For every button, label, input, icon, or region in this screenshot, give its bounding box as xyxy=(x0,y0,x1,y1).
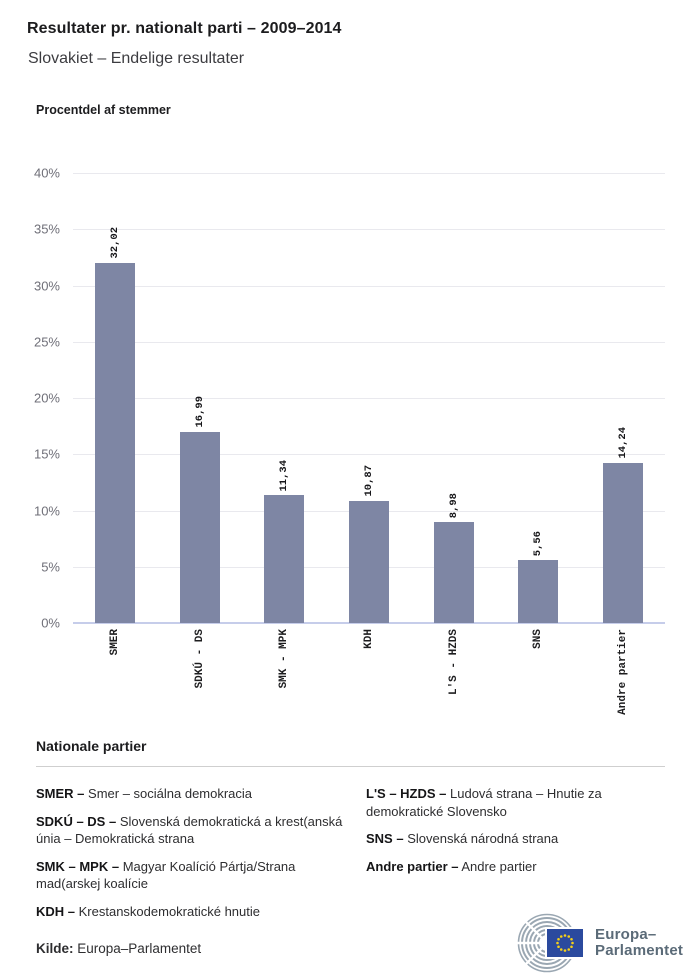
legend-heading: Nationale partier xyxy=(36,738,147,754)
ep-logo-text-line1: Europa– xyxy=(595,925,657,943)
x-label-slot xyxy=(411,629,496,729)
legend-column xyxy=(36,785,348,930)
legend-desc: Ludová strana – Hnutie za demokratické Slovensko xyxy=(366,786,602,819)
legend-term: L'S – HZDS – xyxy=(366,786,447,801)
bar-slot xyxy=(73,173,158,623)
eu-flag-icon xyxy=(546,928,584,958)
legend-desc: Slovenská demokratická a krest(anská únia – Demokratická strana xyxy=(36,813,343,846)
x-label-slot xyxy=(327,629,412,729)
y-tick-label: 0% xyxy=(41,615,60,631)
x-label-slot xyxy=(580,629,665,729)
bar-value-label: 11,34 xyxy=(278,459,291,492)
ep-hemicycle-icon xyxy=(511,913,587,973)
legend-item xyxy=(366,830,665,848)
bar-value-label: 8,98 xyxy=(447,492,460,518)
legend-term: SDKÚ – DS – xyxy=(36,813,117,829)
legend-item xyxy=(366,785,665,820)
page-title: Resultater pr. nationalt parti – 2009–2014 xyxy=(27,20,342,37)
bar-slot xyxy=(158,173,243,623)
bar xyxy=(518,560,558,623)
ep-logo-text xyxy=(595,927,683,960)
x-axis-label: L'S - HZDS xyxy=(447,629,460,696)
x-axis-label: SMER xyxy=(109,629,122,656)
legend-desc: Slovenská národná strana xyxy=(403,831,559,846)
y-tick-label: 20% xyxy=(33,390,60,406)
y-tick-label: 40% xyxy=(33,165,60,181)
x-axis-label: Andre partier xyxy=(616,629,629,715)
y-tick-label: 10% xyxy=(33,503,60,518)
legend-desc: Andre partier xyxy=(458,858,537,874)
x-label-slot xyxy=(496,629,581,729)
bar xyxy=(180,432,220,623)
x-axis-labels xyxy=(73,629,665,729)
legend-item xyxy=(36,903,348,921)
legend-divider xyxy=(36,766,665,767)
legend-desc: Smer – sociálna demokracia xyxy=(84,786,253,801)
source-line xyxy=(36,941,201,956)
bar-value-label: 16,99 xyxy=(193,396,206,428)
x-axis-label: KDH xyxy=(363,629,376,649)
bar-value-label: 32,02 xyxy=(109,227,122,259)
bar xyxy=(95,263,135,623)
legend-desc: Krestanskodemokratické hnutie xyxy=(75,903,260,919)
x-axis-label: SNS xyxy=(532,629,545,649)
x-label-slot xyxy=(73,629,158,729)
x-label-slot xyxy=(242,629,327,729)
ep-logo-text-line2: Parlamentet xyxy=(595,942,684,959)
legend-item xyxy=(366,858,665,876)
legend-term: Andre partier – xyxy=(366,858,459,874)
bar-value-label: 5,56 xyxy=(532,531,545,557)
legend-term: SMK – MPK – xyxy=(36,858,120,874)
page-subtitle: Slovakiet – Endelige resultater xyxy=(28,50,245,67)
legend-column xyxy=(366,785,665,930)
legend-item xyxy=(36,813,348,848)
ep-logo xyxy=(511,912,699,974)
bar xyxy=(603,463,643,623)
legend-term: SMER – xyxy=(36,786,85,801)
legend-item xyxy=(36,785,348,803)
legend-item xyxy=(36,858,348,893)
bar xyxy=(349,501,389,623)
y-tick-label: 15% xyxy=(33,446,60,462)
source-label: Kilde: xyxy=(36,941,74,956)
x-label-slot xyxy=(158,629,243,729)
bar-slot xyxy=(327,173,412,623)
bar-slot xyxy=(411,173,496,623)
bar-slot xyxy=(496,173,581,623)
bars xyxy=(73,173,665,623)
x-axis-label: SDKÚ - DS xyxy=(193,629,206,689)
y-tick-label: 35% xyxy=(33,221,60,237)
party-legend xyxy=(36,739,665,930)
legend-term: KDH – xyxy=(36,903,76,919)
legend-term: SNS – xyxy=(366,831,404,846)
legend-desc: Magyar Koalíció Pártja/Strana mad(arskej koalície xyxy=(36,858,296,891)
y-axis-title: Procentdel af stemmer xyxy=(36,103,171,117)
bar xyxy=(434,522,474,623)
y-tick-label: 25% xyxy=(33,334,60,350)
source-value: Europa–Parlamentet xyxy=(73,941,202,956)
bar-value-label: 14,24 xyxy=(616,427,629,459)
y-tick-label: 5% xyxy=(41,559,60,575)
y-tick-label: 30% xyxy=(33,278,60,293)
plot-area xyxy=(33,165,665,631)
bar-slot xyxy=(580,173,665,623)
bar xyxy=(264,495,304,623)
x-axis-label: SMK - MPK xyxy=(278,629,291,689)
bar-slot xyxy=(242,173,327,623)
bar-value-label: 10,87 xyxy=(363,465,376,497)
